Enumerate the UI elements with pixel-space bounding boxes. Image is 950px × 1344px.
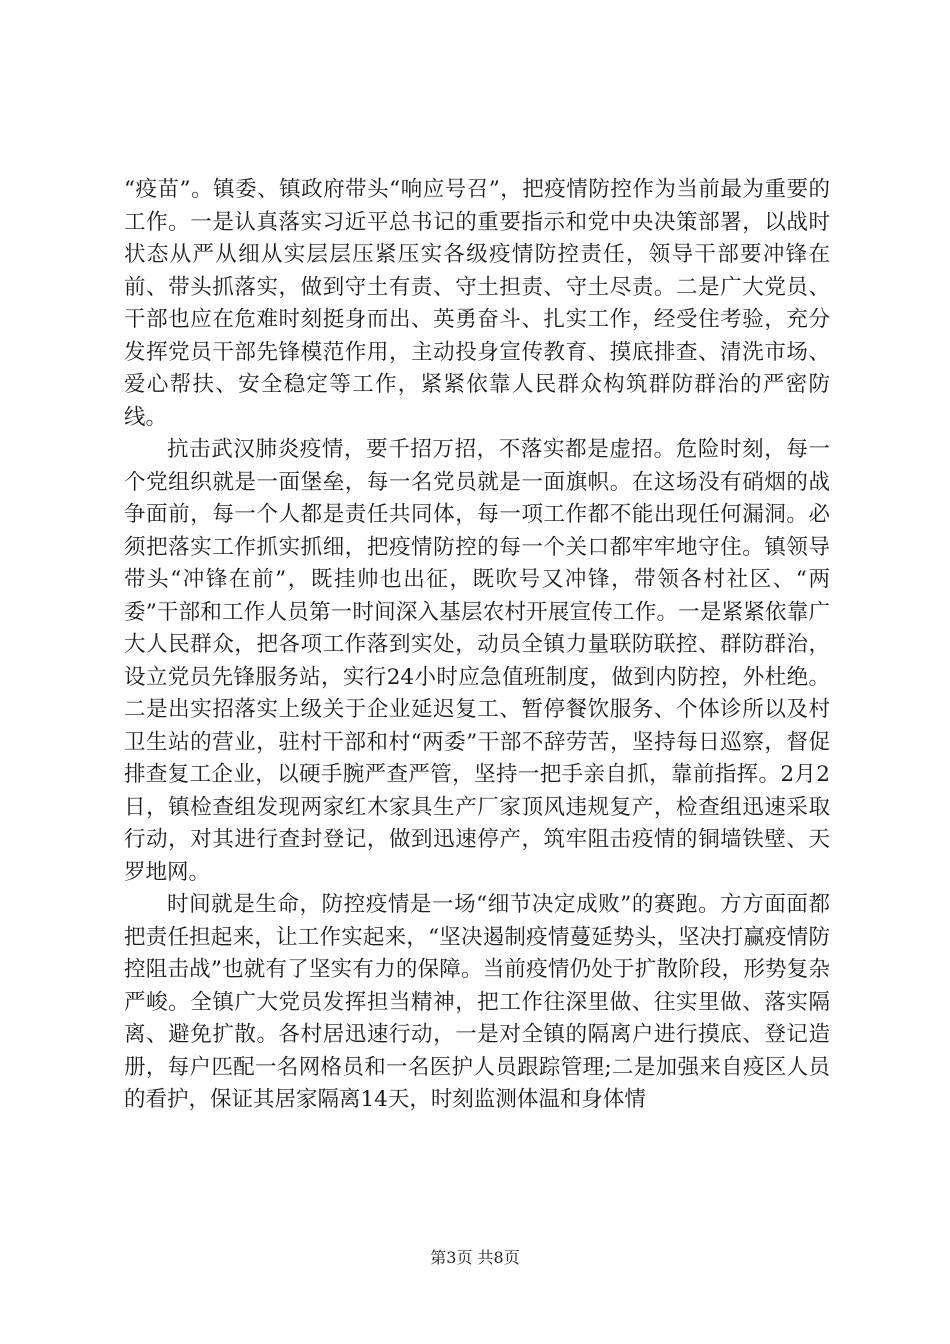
page-footer: 第3页 共8页 xyxy=(430,1248,520,1267)
paragraph-1: “疫苗”。镇委、镇政府带头“响应号召”，把疫情防控作为当前最为重要的工作。一是认真落实习近平总书记的重要指示和党中央决策部署，以战时状态从严从细从实层层压紧压实各级疫情防控责任，领导干部要冲锋在前、带头抓落实，做到守土有责、守土担责、守土尽责。二是广大党员、干部也应在危难时刻挺身而出、英勇奋斗、扎实工作，经受住考验，充分发挥党员干部先锋模范作用，主动投身宣传教育、摸底排查、清洗市场、爱心帮扶、安全稳定等工作，紧紧依靠人民群众构筑群防群治的严密防线。 xyxy=(124,177,830,430)
paragraph-2: 抗击武汉肺炎疫情，要千招万招，不落实都是虚招。危险时刻，每一个党组织就是一面堡垒，每一名党员就是一面旗帜。在这场没有硝烟的战争面前，每一个人都是责任共同体，每一项工作都不能出现任何漏洞。必须把落实工作抓实抓细，把疫情防控的每一个关口都牢牢地守住。镇领导带头“冲锋在前”，既挂帅也出征，既吹号又冲锋，带领各村社区、“两委”干部和工作人员第一时间深入基层农村开展宣传工作。一是紧紧依靠广大人民群众，把各项工作落到实处，动员全镇力量联防联控、群防群治，设立党员先锋服务站，实行24小时应急值班制度，做到内防控，外杜绝。二是出实招落实上级关于企业延迟复工、暂停餐饮服务、个体诊所以及村卫生站的营业，驻村干部和村“两委”干部不辞劳苦，坚持每日巡察，督促排查复工企业，以硬手腕严查严管，坚持一把手亲自抓，靠前指挥。2月2日，镇检查组发现两家红木家具生产厂家顶风违规复产，检查组迅速采取行动，对其进行查封登记，做到迅速停产，筑牢阻击疫情的铜墙铁壁、天罗地网。 xyxy=(124,437,830,885)
paragraph-3: 时间就是生命，防控疫情是一场“细节决定成败”的赛跑。方方面面都把责任担起来，让工作实起来，“坚决遏制疫情蔓延势头，坚决打赢疫情防控阻击战”也就有了坚实有力的保障。当前疫情仍处于扩散阶段，形势复杂严峻。全镇广大党员发挥担当精神，把工作往深里做、往实里做、落实隔离、避免扩散。各村居迅速行动，一是对全镇的隔离户进行摸底、登记造册，每户匹配一名网格员和一名医护人员跟踪管理;二是加强来自疫区人员的看护，保证其居家隔离14天，时刻监测体温和身体情 xyxy=(124,892,830,1112)
document-body xyxy=(124,174,830,1117)
